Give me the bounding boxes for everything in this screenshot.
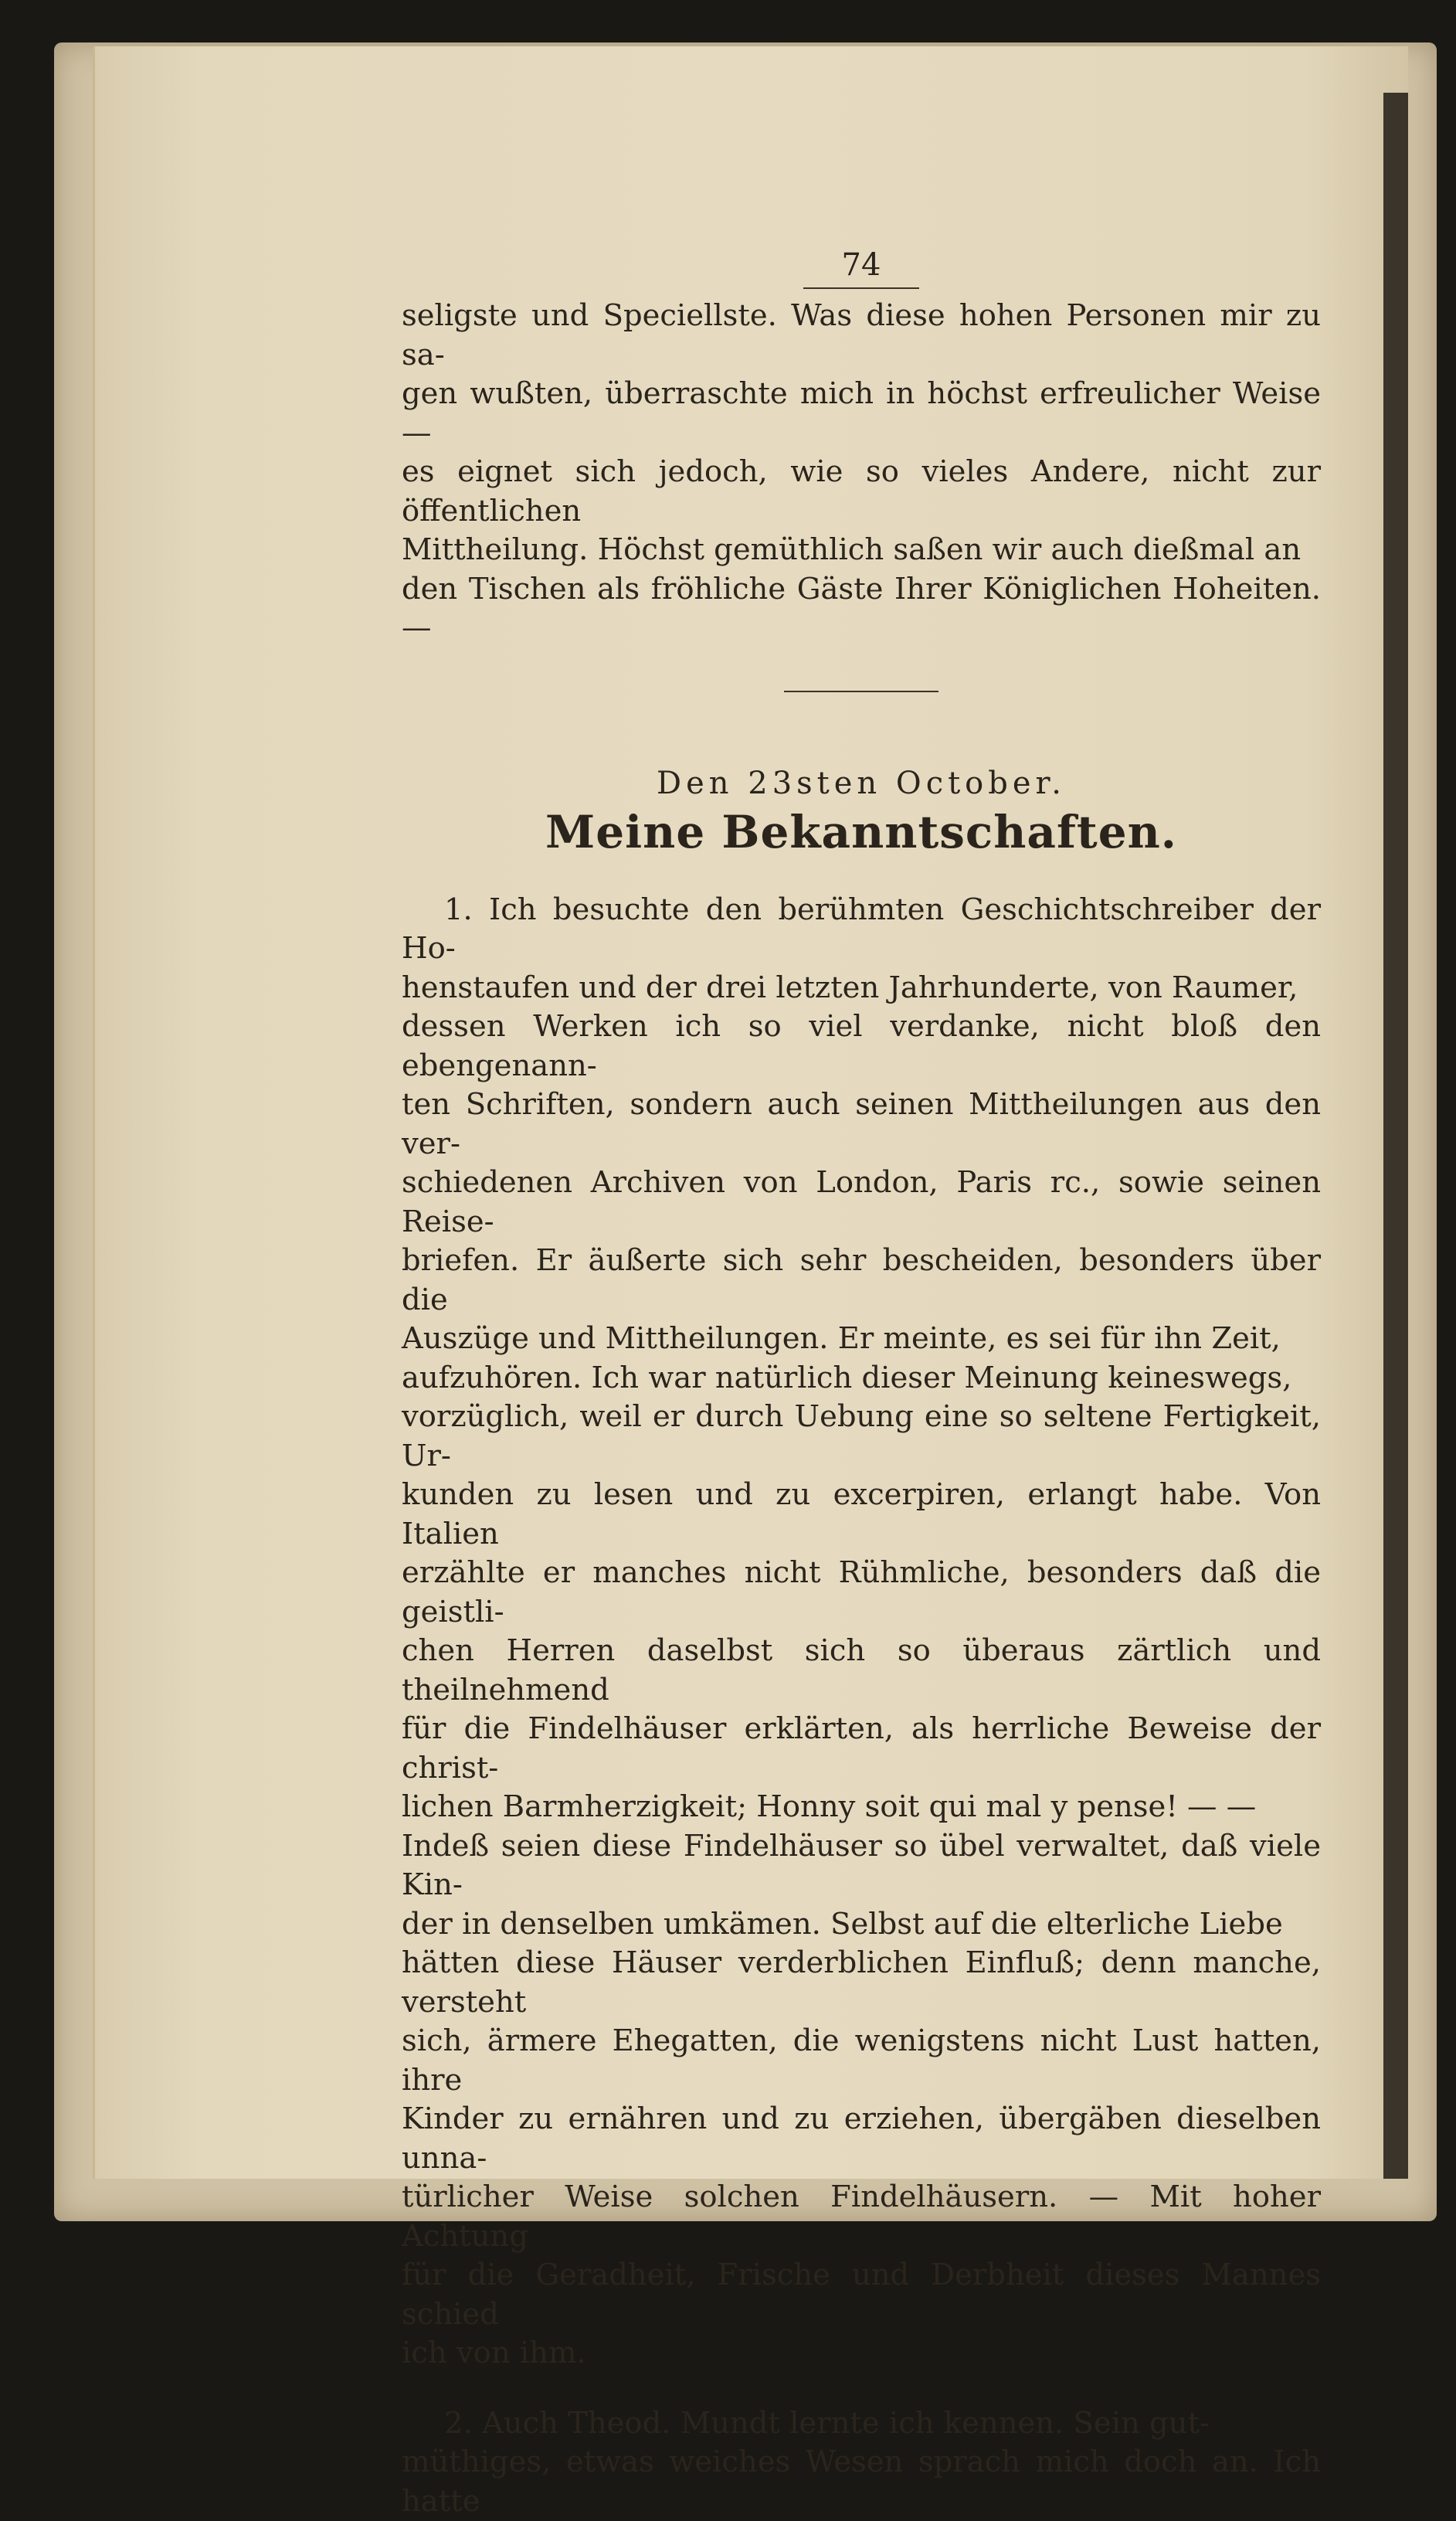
page-content	[402, 247, 1321, 2521]
paragraph-1: 1. Ich besuchte den berühmten Geschichtschreiber der Ho- henstaufen und der drei letzten Jahrhunderte, von Raumer, dessen Werken ich so viel verdanke, nicht bloß den ebengenann- ten Schriften, sondern auch seinen Mittheilungen aus den ver- schiedenen Archiven von London, Paris rc., sowie seinen Reise- briefen. Er äußerte sich sehr bescheiden, besonders über die Auszüge und Mittheilungen. Er meinte, es sei für ihn Zeit, aufzuhören. Ich war natürlich dieser Meinung keineswegs, vorzüglich, weil er durch Uebung eine so seltene Fertigkeit, Ur- kunden zu lesen und zu excerpiren, erlangt habe. Von Italien erzählte er manches nicht Rühmliche, besonders daß die geistli- chen Herren daselbst sich so überaus zärtlich und theilnehmend für die Findelhäuser erklärten, als herrliche Beweise der christ- lichen Barmherzigkeit; Honny soit qui mal y pense! — — Indeß seien diese Findelhäuser so übel verwaltet, daß viele Kin- der in denselben umkämen. Selbst auf die elterliche Liebe hätten diese Häuser verderblichen Einfluß; denn manche, versteht sich, ärmere Ehegatten, die wenigstens nicht Lust hatten, ihre Kinder zu ernähren und zu erziehen, übergäben dieselben unna- türlicher Weise solchen Findelhäusern. — Mit hoher Achtung für die Geradheit, Frische und Derbheit dieses Mannes schied ich von ihm.	[402, 891, 1321, 2373]
facing-page-edge	[1383, 93, 1408, 2179]
separator-rule	[784, 691, 938, 692]
date-heading: Den 23sten October.	[402, 766, 1321, 801]
section-title: Meine Bekanntschaften.	[402, 806, 1321, 858]
paragraph-2: 2. Auch Theod. Mundt lernte ich kennen. Sein gut- müthiges, etwas weiches Wesen sprach mich doch an. Ich hatte	[402, 2404, 1321, 2521]
opening-paragraph: seligste und Speciellste. Was diese hohen Personen mir zu sa- gen wußten, überraschte mich in höchst erfreulicher Weise — es eignet sich jedoch, wie so vieles Andere, nicht zur öffentlichen Mittheilung. Höchst gemüthlich saßen wir auch dießmal an den Tischen als fröhliche Gäste Ihrer Königlichen Hoheiten. —	[402, 297, 1321, 648]
page-number: 74	[803, 247, 919, 289]
